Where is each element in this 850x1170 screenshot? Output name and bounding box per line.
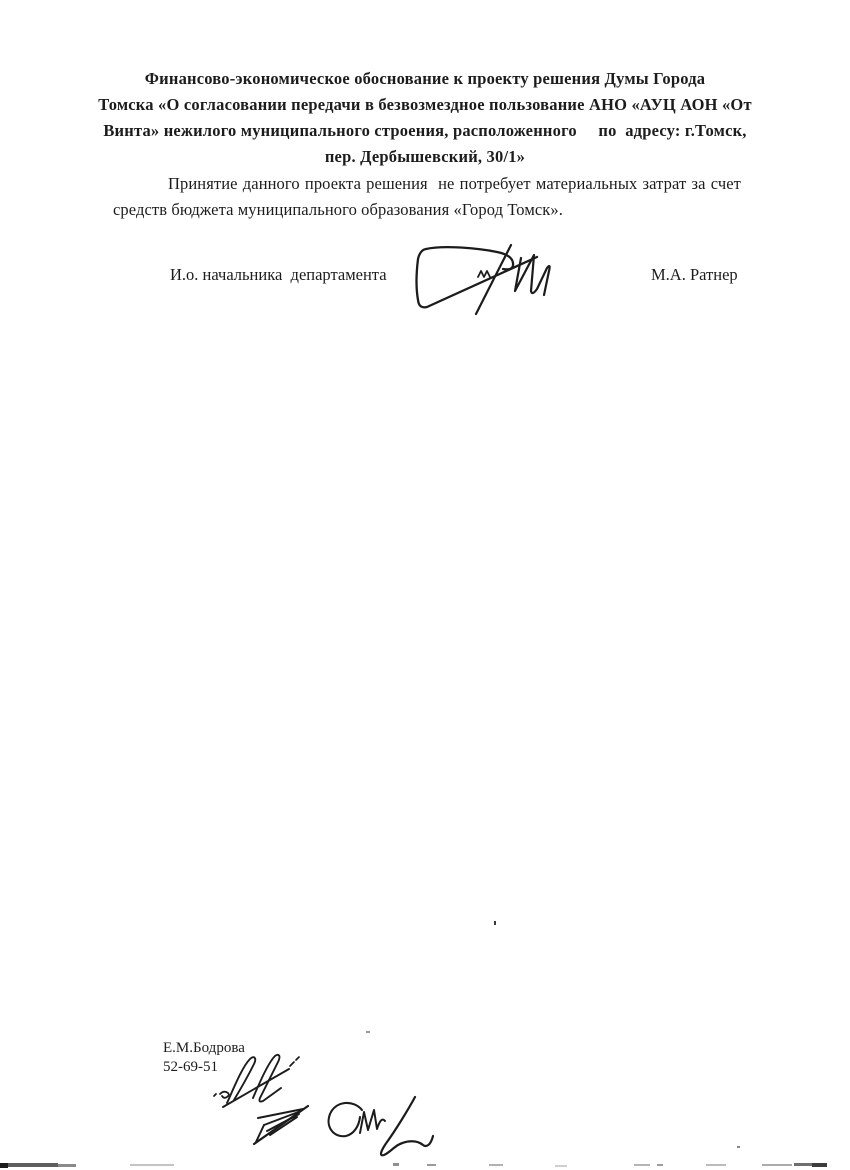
scan-mark [489, 1164, 503, 1166]
ratner-signature-image [408, 238, 558, 318]
scan-mark [0, 1163, 8, 1168]
executor-name: Е.М.Бодрова [163, 1040, 245, 1056]
signer-name: М.А. Ратнер [651, 265, 738, 284]
title-line-4: пер. Дербышевский, 30/1» [324, 147, 526, 166]
scan-mark [706, 1164, 726, 1166]
title-line-2: Томска «О согласовании передачи в безвозмездное пользование АНО «АУЦ АОН «От [98, 95, 752, 114]
scan-mark [794, 1163, 812, 1166]
paragraph-line-1: Принятие данного проекта решения не потребует материальных затрат за счет [168, 174, 741, 193]
bodrova-signature-image [210, 1050, 302, 1108]
scan-mark [762, 1164, 792, 1166]
document-title [95, 66, 755, 170]
title-line-3: Винта» нежилого муниципального строения, расположенного по адресу: г.Томск, [103, 121, 747, 140]
scan-mark [634, 1164, 650, 1166]
paraph-scribble-image [252, 1102, 310, 1148]
signer-position-label: И.о. начальника департамента [170, 265, 387, 284]
scan-mark [130, 1164, 174, 1166]
executor-phone: 52-69-51 [163, 1059, 218, 1075]
paragraph-line-2: средств бюджета муниципального образования «Город Томск». [113, 200, 563, 219]
scan-mark [366, 1031, 370, 1033]
scan-mark [737, 1146, 740, 1148]
title-line-1: Финансово-экономическое обоснование к проекту решения Думы Города [144, 69, 706, 88]
body-paragraph [113, 171, 741, 223]
scan-mark [427, 1164, 436, 1166]
second-paraph-signature-image [318, 1094, 444, 1166]
scan-mark [555, 1165, 567, 1167]
scan-mark [8, 1163, 58, 1167]
scan-mark [494, 921, 496, 925]
scan-mark [657, 1164, 663, 1166]
scan-mark [393, 1163, 399, 1166]
scan-mark [812, 1163, 827, 1167]
scan-mark [58, 1164, 76, 1167]
